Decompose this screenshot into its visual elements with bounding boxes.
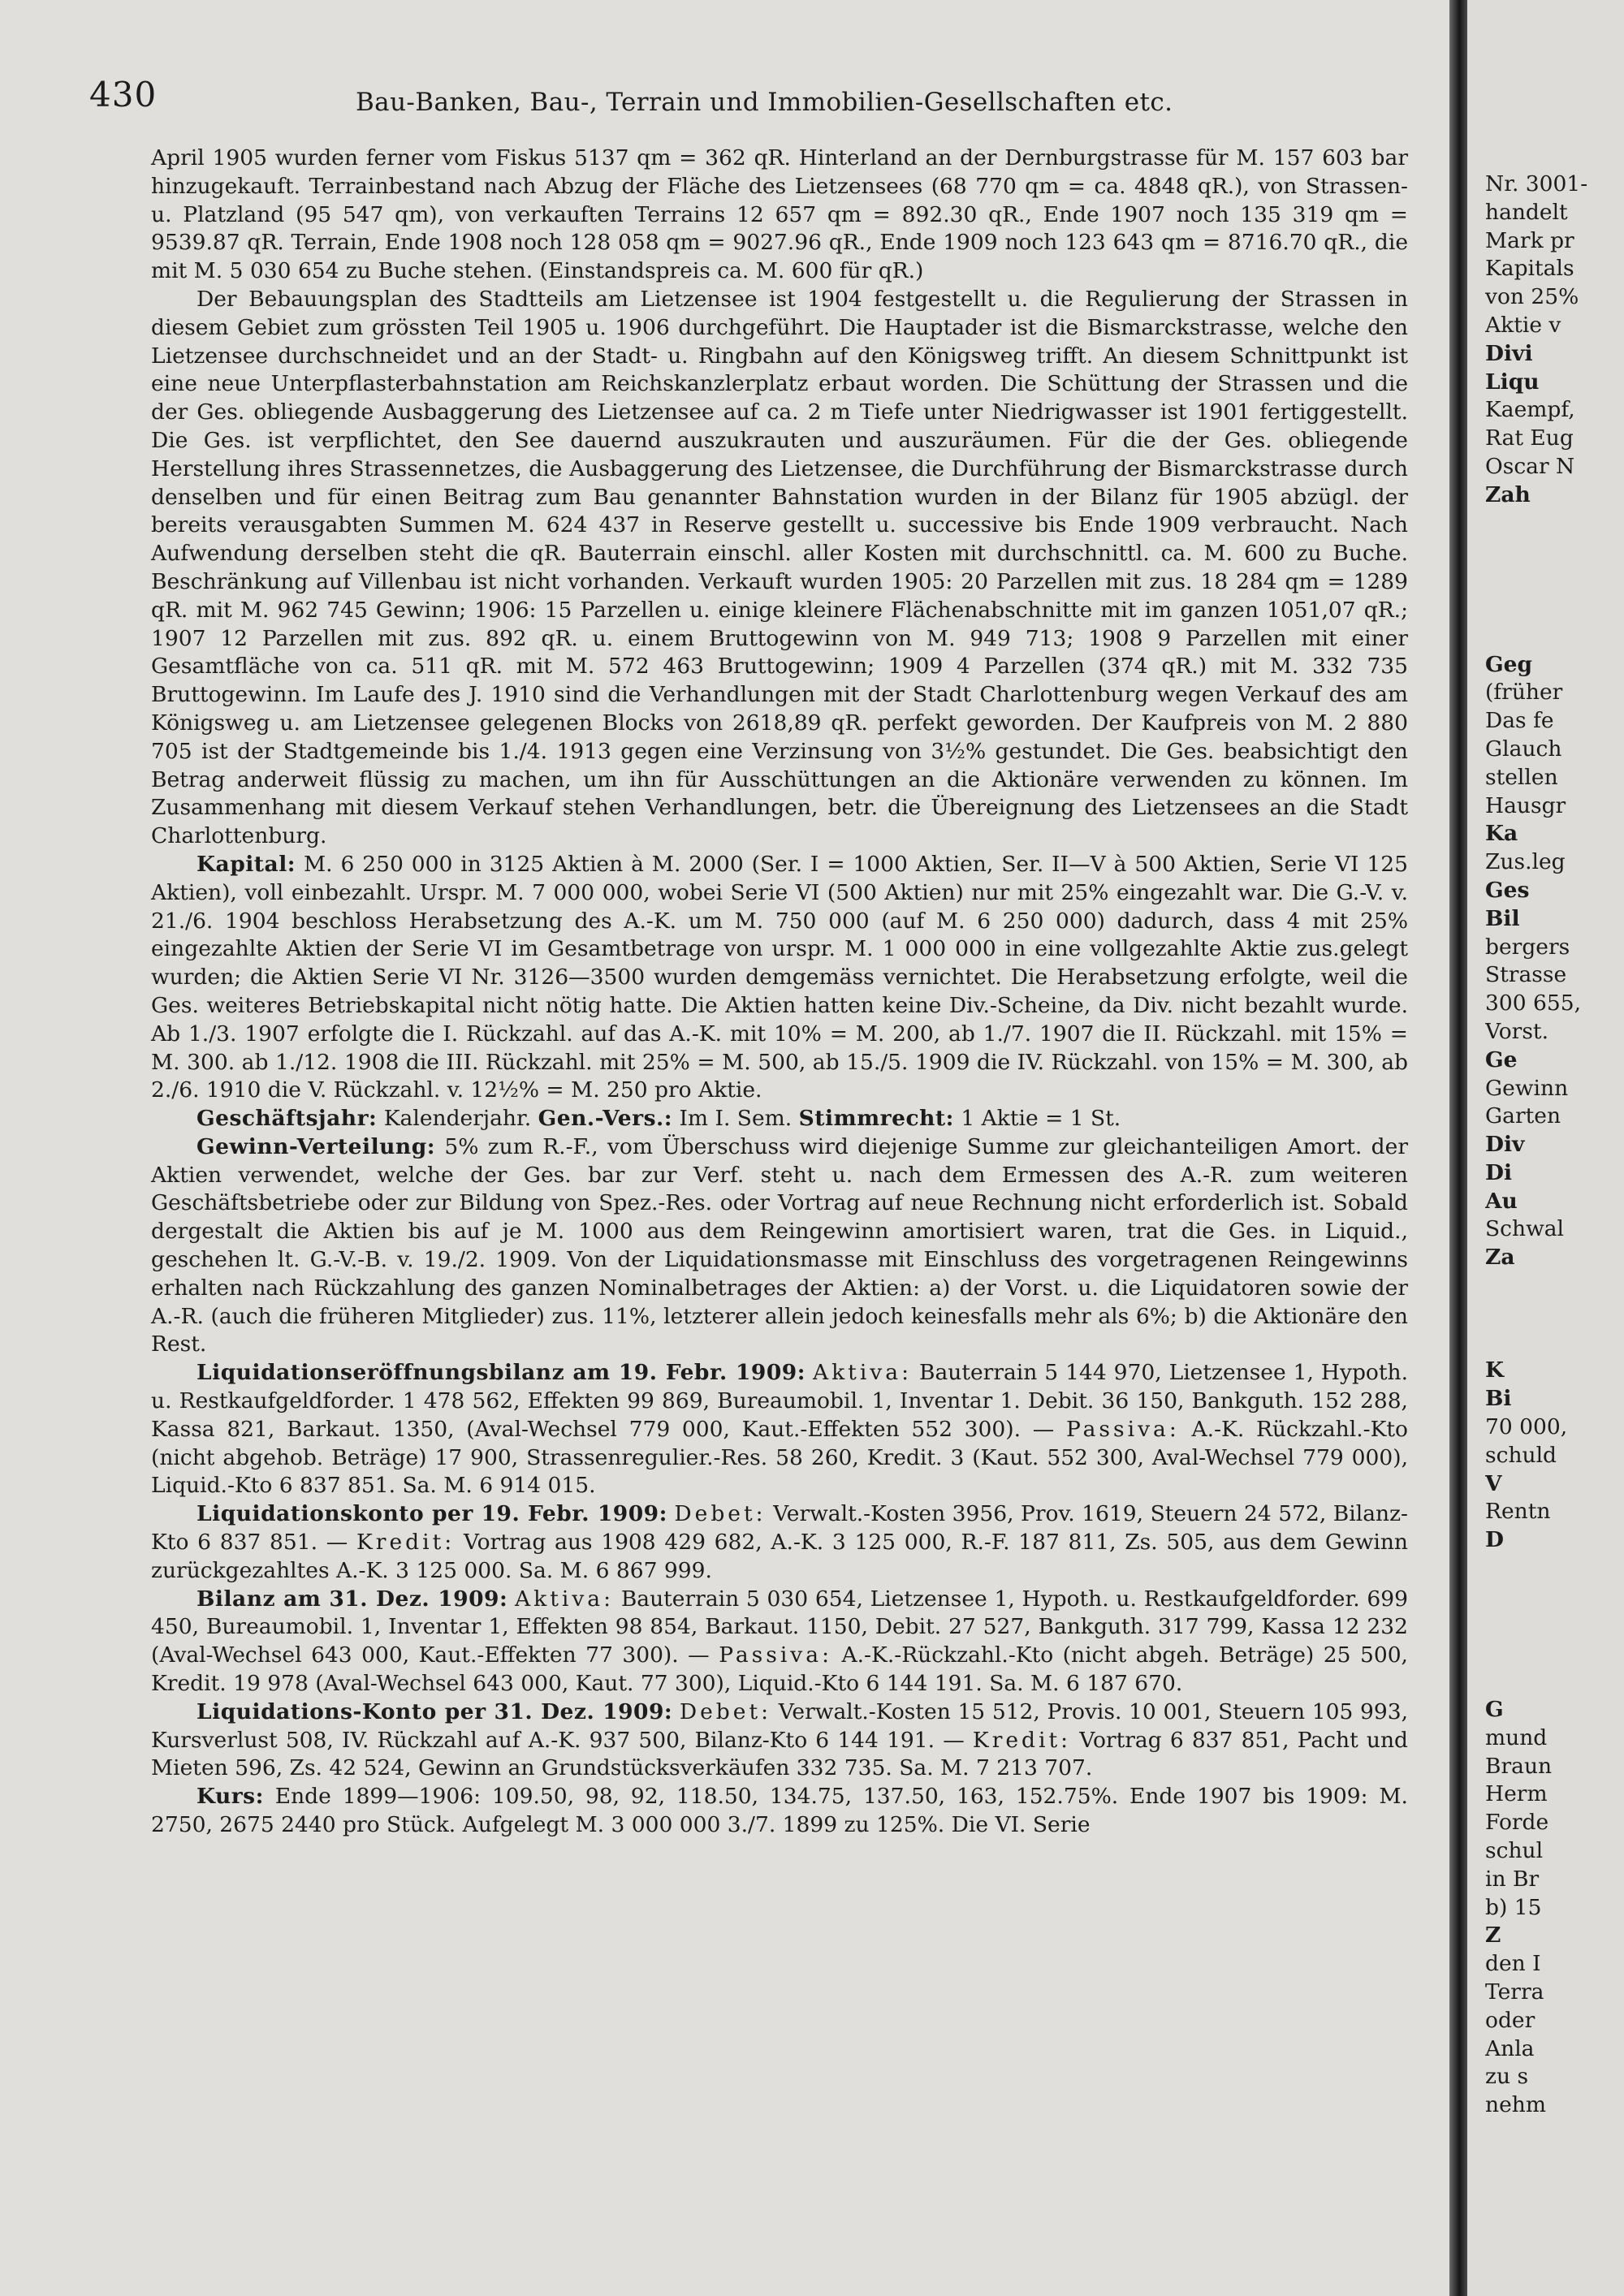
right-page-blank-line <box>1485 1329 1624 1357</box>
section-liquidationskonto-feb-1909 <box>151 1500 1408 1585</box>
right-page-line: Rentn <box>1485 1499 1551 1525</box>
right-page-line: Aktie v <box>1485 312 1561 338</box>
kurs-label: Kurs: <box>197 1784 264 1810</box>
right-page-line: Kaempf, <box>1485 397 1575 423</box>
section-eroeffnungsbilanz <box>151 1359 1408 1500</box>
bilanz-label: Bilanz am 31. Dez. 1909: <box>197 1586 508 1612</box>
right-page-fragment <box>1467 0 1624 2296</box>
book-gutter <box>1449 0 1467 2296</box>
kurs-text: Ende 1899—1906: 109.50, 98, 92, 118.50, 134.75, 137.50, 163, 152.75%. Ende 1907 bis 1909: M. 2750, 2675 2440 pro Stück. Aufgelegt M. 3 000 000 3./7. 1899 zu 125%. Die VI. Serie <box>151 1784 1408 1838</box>
right-page-line: Divi <box>1485 340 1533 366</box>
right-page-line: schuld <box>1485 1442 1557 1468</box>
right-page-blank-line <box>1485 594 1624 623</box>
right-page-line: Strasse <box>1485 962 1567 988</box>
section-geschaeftsjahr <box>151 1105 1408 1133</box>
right-page-line: nehm <box>1485 2092 1546 2118</box>
right-page-blank-line <box>1485 1301 1624 1329</box>
intro-paragraph-2: Der Bebauungsplan des Stadtteils am Lietzensee ist 1904 festgestellt u. die Regulierung der Strassen in diesem Gebiet zum grössten Teil 1905 u. 1906 durchgeführt. Die Hauptader ist die Bismarckstrasse, welche den Lietzensee durchschneidet und an der Stadt- u. Ringbahn auf den Königsweg trifft. An diesem Schnittpunkt ist eine neue Unterpflasterbahnstation am Reichskanzlerplatz erbaut worden. Die Schüttung der Strassen und die der Ges. obliegende Ausbaggerung des Lietzensee auf ca. 2 m Tiefe unter Niedrigwasser ist 1901 fertiggestellt. Die Ges. ist verpflichtet, den See dauernd auszukrauten und auszuräumen. Für die der Ges. obliegende Herstellung ihres Strassennetzes, die Ausbaggerung des Lietzensee, die Durchführung der Bismarckstrasse durch denselben und für einen Beitrag zum Bau genannter Bahnstation wurden in der Bilanz für 1905 abzügl. der bereits verausgabten Summen M. 624 437 in Reserve gestellt u. successive bis Ende 1909 verbraucht. Nach Aufwendung derselben steht die qR. Bauterrain einschl. aller Kosten mit durchschnittl. ca. M. 600 zu Buche. Beschränkung auf Villenbau ist nicht vorhanden. Verkauft wurden 1905: 20 Parzellen mit zus. 18 284 qm = 1289 qR. mit M. 962 745 Gewinn; 1906: 15 Parzellen u. einige kleinere Flächenabschnitte mit im ganzen 1051,07 qR.; 1907 12 Parzellen mit zus. 892 qR. u. einem Bruttogewinn von M. 949 713; 1908 9 Parzellen mit einer Gesamtfläche von ca. 511 qR. mit M. 572 463 Bruttogewinn; 1909 4 Parzellen (374 qR.) mit M. 332 735 Bruttogewinn. Im Laufe des J. 1910 sind die Verhandlungen mit der Stadt Charlottenburg wegen Verkauf des am Königsweg u. am Lietzensee gelegenen Blocks von 2618,89 qR. perfekt geworden. Der Kaufpreis von M. 2 880 705 ist der Stadtgemeinde bis 1./4. 1913 gegen eine Verzinsung von 3½% gestundet. Die Ges. beabsichtigt den Betrag anderweit flüssig zu machen, um ihn für Ausschüttungen an die Aktionäre verwenden zu können. Im Zusammenhang mit diesem Verkauf stehen Verhandlungen, betr. die Übereignung des Lietzensees an die Stadt Charlottenburg. <box>151 286 1408 849</box>
liqkonto-a-kredit-label: Kredit: <box>356 1530 456 1556</box>
section-kapital <box>151 851 1408 1105</box>
stimmrecht-label: Stimmrecht: <box>798 1106 954 1132</box>
right-page-line: Bi <box>1485 1386 1512 1412</box>
right-page-line: Vorst. <box>1485 1018 1548 1044</box>
right-page-blank-line <box>1485 1272 1624 1301</box>
section-bilanz-1909 <box>151 1586 1408 1698</box>
right-page-line: Das fe <box>1485 708 1554 734</box>
bilanz-passiva-label: Passiva: <box>719 1642 832 1668</box>
bilanz-aktiva-label: Aktiva: <box>515 1586 615 1612</box>
document-body <box>151 145 1408 1840</box>
right-page-blank-line <box>1485 1555 1624 1583</box>
right-page-line: von 25% <box>1485 284 1579 310</box>
right-page-line: Za <box>1485 1245 1515 1271</box>
right-page-line: Glauch <box>1485 736 1562 762</box>
right-page-line: 300 655, <box>1485 990 1582 1016</box>
right-page-blank-line <box>1485 1668 1624 1696</box>
liqkonto-a-debet-label: Debet: <box>674 1501 767 1527</box>
running-title: Bau-Banken, Bau-, Terrain und Immobilien-Gesellschaften etc. <box>356 88 1173 117</box>
liqkonto-b-kredit-text: Vortrag 6 837 851, Pacht und Mieten 596, Zs. 42 524, Gewinn an Grundstücksverkäufen 332 735. Sa. M. 7 213 707. <box>151 1727 1408 1781</box>
right-page-line: Ka <box>1485 821 1518 847</box>
right-page-line: Geg <box>1485 651 1533 677</box>
right-page-line: handelt <box>1485 199 1568 225</box>
right-page-line: Garten <box>1485 1103 1561 1129</box>
genvers-label: Gen.-Vers.: <box>538 1106 673 1132</box>
eroeffnungsbilanz-aktiva-text: Bauterrain 5 144 970, Lietzensee 1, Hypoth. u. Restkaufgeldforder. 1 478 562, Effekten 99 869, Bureaumobil. 1, Inventar 1. Debit. 36 150, Bankguth. 152 288, Kassa 821, Barkaut. 1350, (Aval-Wechsel 779 000, Kaut.-Effekten 552 300). — <box>151 1360 1409 1442</box>
bilanz-aktiva-text: Bauterrain 5 030 654, Lietzensee 1, Hypoth. u. Restkaufgeldforder. 699 450, Bureaumobil. 1, Inventar 1, Effekten 98 854, Barkaut. 1150, Debit. 27 527, Bankguth. 317 799, Kassa 12 232 (Aval-Wechsel 643 000, Kaut.-Effekten 77 300). — <box>151 1586 1408 1668</box>
right-page-line: Terra <box>1485 1979 1544 2005</box>
right-page-line: mund <box>1485 1724 1548 1750</box>
eroeffnungsbilanz-aktiva-label: Aktiva: <box>812 1360 913 1386</box>
stimmrecht-text: 1 Aktie = 1 St. <box>961 1106 1121 1132</box>
eroeffnungsbilanz-passiva-label: Passiva: <box>1065 1416 1180 1442</box>
right-page-line: Ge <box>1485 1047 1518 1072</box>
right-page-line: K <box>1485 1357 1505 1383</box>
right-page-line: Gewinn <box>1485 1075 1569 1101</box>
gewinn-text: 5% zum R.-F., vom Überschuss wird diejenige Summe zur gleichanteiligen Amort. der Aktien verwendet, welche der Ges. bar zur Verf. steht u. nach dem Ermessen des A.-R. zum weiteren Geschäftsbetriebe oder zur Bildung von Spez.-Res. oder Vortrag auf neue Rechnung nicht erforderlich ist. Sobald dergestalt die Aktien bis auf je M. 1000 aus dem Reingewinn amortisiert waren, trat die Ges. in Liquid., geschehen lt. G.-V.-B. v. 19./2. 1909. Von der Liquidationsmasse mit Einschluss des vorgetragenen Reingewinns erhalten nach Rückzahlung des ganzen Nominalbetrages der Aktien: a) der Vorst. u. die Liquidatoren sowie der A.-R. (auch die früheren Mitglieder) zus. 11%, letzterer allein jedoch keinesfalls mehr als 6%; b) die Aktionäre den Rest. <box>151 1133 1408 1357</box>
liqkonto-b-kredit-label: Kredit: <box>972 1727 1072 1753</box>
right-page-blank-line <box>1485 510 1624 538</box>
right-page-line: V <box>1485 1470 1502 1496</box>
right-page-line: in Br <box>1485 1866 1540 1892</box>
geschaeftsjahr-text: Kalenderjahr. <box>383 1106 532 1132</box>
right-page-line: oder <box>1485 2007 1535 2033</box>
right-page-line: Zus.leg <box>1485 849 1566 875</box>
liqkonto-b-debet-label: Debet: <box>679 1698 772 1724</box>
right-page-line: den I <box>1485 1951 1541 1977</box>
liqkonto-a-label: Liquidationskonto per 19. Febr. 1909: <box>197 1501 667 1527</box>
gewinn-label: Gewinn-Verteilung: <box>197 1133 436 1159</box>
kapital-label: Kapital: <box>197 851 296 877</box>
right-page-line: Mark pr <box>1485 227 1574 253</box>
right-page-blank-line <box>1485 1612 1624 1640</box>
right-page-line: Nr. 3001- <box>1485 171 1588 196</box>
right-page-line: Au <box>1485 1188 1518 1214</box>
right-page-line: Schwal <box>1485 1216 1565 1242</box>
right-page-blank-line <box>1485 623 1624 651</box>
kapital-text: M. 6 250 000 in 3125 Aktien à M. 2000 (Ser. I = 1000 Aktien, Ser. II—V à 500 Aktien, Serie VI 125 Aktien), voll einbezahlt. Urspr. M. 7 000 000, wobei Serie VI (500 Aktien) nur mit 25% eingezahlt war. Die G.-V. v. 21./6. 1904 beschloss Herabsetzung des A.-K. um M. 750 000 (auf M. 6 250 000) dadurch, dass 4 mit 25% eingezahlte Aktien der Serie VI im Gesamtbetrage von urspr. M. 1 000 000 in eine vollgezahlte Aktie zus.gelegt wurden; die Aktien Serie VI Nr. 3126—3500 wurden demgemäss vernichtet. Die Herabsetzung erfolgte, weil die Ges. weiteres Betriebskapital nicht nötig hatte. Die Aktien hatten keine Div.-Scheine, da Div. nicht bezahlt wurde. Ab 1./3. 1907 erfolgte die I. Rückzahl. auf das A.-K. mit 10% = M. 200, ab 1./7. 1907 die II. Rückzahl. mit 15% = M. 300. ab 1./12. 1908 die III. Rückzahl. mit 25% = M. 500, ab 15./5. 1909 die IV. Rückzahl. von 15% = M. 300, ab 2./6. 1910 die V. Rückzahl. v. 12½% = M. 250 pro Aktie. <box>151 851 1408 1103</box>
right-page-line: 70 000, <box>1485 1414 1568 1440</box>
liqkonto-a-kredit-text: Vortrag aus 1908 429 682, A.-K. 3 125 000, R.-F. 187 811, Zs. 505, aus dem Gewinn zurückgezahltes A.-K. 3 125 000. Sa. M. 6 867 999. <box>151 1530 1408 1583</box>
eroeffnungsbilanz-passiva-text: A.-K. Rückzahl.-Kto (nicht abgehob. Beträge) 17 900, Strassenregulier.-Res. 58 260, Kredit. 3 (Kaut. 552 300, Aval-Wechsel 779 000), Liquid.-Kto 6 837 851. Sa. M. 6 914 015. <box>151 1416 1408 1499</box>
right-page-line: schul <box>1485 1838 1544 1864</box>
right-page-line: stellen <box>1485 764 1558 790</box>
right-page-line: Herm <box>1485 1781 1548 1807</box>
right-page-line: Hausgr <box>1485 792 1566 818</box>
liqkonto-a-debet-text: Verwalt.-Kosten 3956, Prov. 1619, Steuern 24 572, Bilanz-Kto 6 837 851. — <box>151 1501 1408 1556</box>
right-page-line: b) 15 <box>1485 1894 1542 1920</box>
eroeffnungsbilanz-label: Liquidationseröffnungsbilanz am 19. Febr. 1909: <box>197 1360 806 1386</box>
liqkonto-b-label: Liquidations-Konto per 31. Dez. 1909: <box>197 1698 673 1724</box>
right-page-line: (früher <box>1485 680 1563 706</box>
bilanz-passiva-text: A.-K.-Rückzahl.-Kto (nicht abgeh. Beträge) 25 500, Kredit. 19 978 (Aval-Wechsel 643 000, Kaut. 77 300), Liquid.-Kto 6 144 191. Sa. M. 6 187 670. <box>151 1642 1408 1697</box>
section-kurs <box>151 1783 1408 1840</box>
section-gewinn-verteilung <box>151 1133 1408 1359</box>
right-page-line: Div <box>1485 1132 1525 1158</box>
right-page-blank-line <box>1485 1583 1624 1612</box>
genvers-text: Im I. Sem. <box>679 1106 793 1132</box>
right-page-line: Kapitals <box>1485 256 1574 282</box>
geschaeftsjahr-label: Geschäftsjahr: <box>197 1106 378 1132</box>
right-page-line: Ges <box>1485 877 1530 903</box>
intro-paragraph-1: April 1905 wurden ferner vom Fiskus 5137 qm = 362 qR. Hinterland an der Dernburgstrasse für M. 157 603 bar hinzugekauft. Terrainbestand nach Abzug der Fläche des Lietzensees (68 770 qm = ca. 4848 qR.), von Strassen- u. Platzland (95 547 qm), von verkauften Terrains 12 657 qm = 892.30 qR., Ende 1907 noch 135 319 qm = 9539.87 qR. Terrain, Ende 1908 noch 128 058 qm = 9027.96 qR., Ende 1909 noch 123 643 qm = 8716.70 qR., die mit M. 5 030 654 zu Buche stehen. (Einstandspreis ca. M. 600 für qR.) <box>151 145 1408 284</box>
right-page-line: Rat Eug <box>1485 425 1574 451</box>
right-page-line: Liqu <box>1485 369 1540 395</box>
section-liquidationskonto-dez-1909 <box>151 1698 1408 1783</box>
right-page-text <box>1485 170 1624 2120</box>
right-page-line: bergers <box>1485 934 1570 960</box>
right-page-line: Zah <box>1485 481 1531 507</box>
right-page-blank-line <box>1485 1639 1624 1668</box>
right-page-line: Di <box>1485 1159 1513 1185</box>
page-number: 430 <box>89 75 158 114</box>
liqkonto-b-debet-text: Verwalt.-Kosten 15 512, Provis. 10 001, Steuern 105 993, Kursverlust 508, IV. Rückzahl auf A.-K. 937 500, Bilanz-Kto 6 144 191. — <box>151 1698 1408 1753</box>
right-page-line: Z <box>1485 1923 1501 1949</box>
right-page-line: G <box>1485 1697 1504 1723</box>
right-page-line: Anla <box>1485 2035 1535 2061</box>
right-page-line: Braun <box>1485 1753 1553 1779</box>
right-page-line: Oscar N <box>1485 453 1575 479</box>
right-page-blank-line <box>1485 537 1624 566</box>
right-page-blank-line <box>1485 566 1624 594</box>
right-page-line: zu s <box>1485 2064 1529 2090</box>
right-page-line: D <box>1485 1527 1504 1553</box>
right-page-line: Bil <box>1485 905 1520 931</box>
right-page-line: Forde <box>1485 1810 1549 1836</box>
